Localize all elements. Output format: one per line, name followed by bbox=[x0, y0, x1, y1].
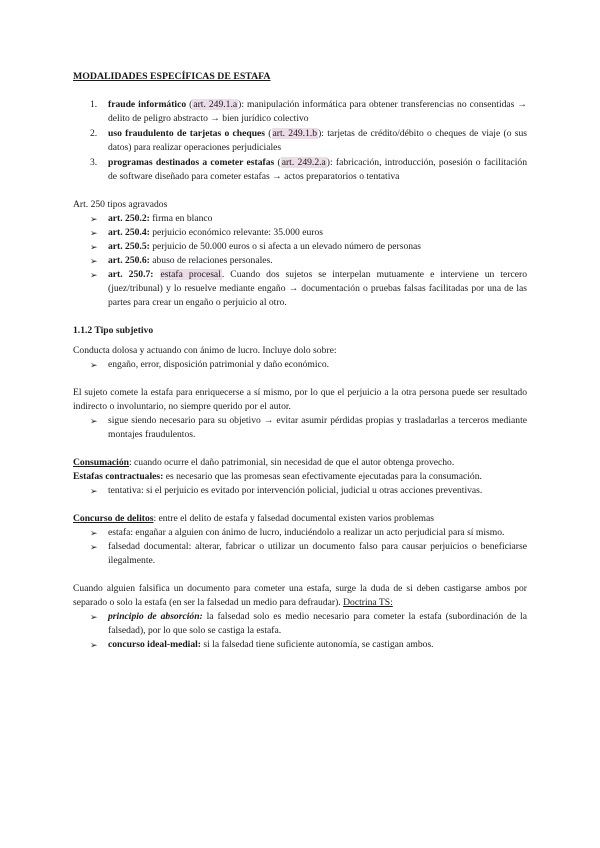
article-label: art. 250.5: bbox=[108, 241, 150, 252]
paragraph bbox=[73, 470, 527, 484]
paragraph bbox=[73, 512, 527, 526]
arrow-bullet-icon: ➢ bbox=[90, 528, 98, 538]
list-item bbox=[73, 526, 527, 540]
list-item bbox=[73, 638, 527, 652]
item-number: 2. bbox=[90, 128, 98, 139]
arrow-bullet-icon: ➢ bbox=[90, 214, 98, 224]
list-item bbox=[73, 358, 527, 372]
item-number: 3. bbox=[90, 157, 98, 168]
paragraph: Conducta dolosa y actuando con ánimo de lucro. Incluye dolo sobre: bbox=[73, 345, 337, 356]
list-item bbox=[73, 240, 527, 254]
spacer bbox=[73, 310, 527, 324]
paragraph-text: : cuando ocurre el daño patrimonial, sin necesidad de que el autor obtenga provecho. bbox=[128, 457, 455, 468]
article-ref: art. 249.1.b bbox=[272, 128, 318, 139]
arrow-bullet-icon: ➢ bbox=[90, 416, 98, 426]
list-item bbox=[73, 484, 527, 498]
arrow-bullet-icon: ➢ bbox=[90, 360, 98, 370]
consumacion-list bbox=[73, 484, 527, 498]
arrow-bullet-icon: ➢ bbox=[90, 486, 98, 496]
article-ref: art. 249.1.a bbox=[193, 99, 238, 110]
agravados-heading: Art. 250 tipos agravados bbox=[73, 199, 168, 210]
paragraph-text: es necesario que las promesas sean efectivamente ejecutadas para la consumación. bbox=[163, 471, 482, 482]
modalidades-list bbox=[73, 98, 527, 184]
final-list bbox=[73, 610, 527, 652]
arrow-bullet-icon: ➢ bbox=[90, 228, 98, 238]
item-text: abuso de relaciones personales. bbox=[149, 255, 273, 266]
list-item bbox=[73, 540, 527, 568]
subjetivo-list-1 bbox=[73, 358, 527, 372]
paragraph-text: Cuando alguien falsifica un documento para cometer una estafa, surge la duda de si deben castigarse ambos por separado o solo la estafa (en ser la falsedad un medio para defraudar). bbox=[73, 583, 527, 608]
list-item bbox=[73, 414, 527, 442]
paragraph bbox=[73, 456, 527, 470]
doctrina-label: Doctrina TS: bbox=[343, 597, 393, 608]
document-page bbox=[73, 70, 527, 652]
item-term: programas destinados a cometer estafas bbox=[108, 157, 275, 168]
concurso-list bbox=[73, 526, 527, 568]
article-ref: art. 249.2.a bbox=[281, 157, 326, 168]
consumacion-label: Consumación bbox=[73, 457, 129, 468]
item-text: perjuicio económico relevante: 35.000 euros bbox=[149, 227, 323, 238]
list-item bbox=[73, 268, 527, 310]
list-item bbox=[73, 610, 527, 638]
subjetivo-list-2 bbox=[73, 414, 527, 442]
arrow-bullet-icon: ➢ bbox=[90, 270, 98, 280]
item-term: fraude informático bbox=[108, 99, 187, 110]
spacer bbox=[73, 498, 527, 512]
arrow-bullet-icon: ➢ bbox=[90, 612, 98, 622]
spacer bbox=[73, 568, 527, 582]
paragraph bbox=[73, 582, 527, 610]
section-heading: 1.1.2 Tipo subjetivo bbox=[73, 325, 154, 336]
item-text: si la falsedad tiene suficiente autonomía, se castigan ambos. bbox=[201, 639, 434, 650]
article-label: art. 250.6: bbox=[108, 255, 150, 266]
item-number: 1. bbox=[90, 99, 98, 110]
item-text: . Cuando dos sujetos se interpelan mutuamente e interviene un tercero (juez/tribunal) y lo resuelve mediante engaño → documentación o pruebas falsas facilitadas por una de las partes para crear un engaño o perjuicio al otro. bbox=[108, 269, 528, 308]
paragraph-text: : entre el delito de estafa y falsedad documental existen varios problemas bbox=[153, 513, 434, 524]
item-term: principio de absorción: bbox=[108, 611, 203, 622]
item-text: : fabricación, introducción, posesión o facilitación de software diseñado para cometer estafas → actos preparatorios o tentativa bbox=[108, 157, 527, 182]
list-item: 2. uso fraudulento de tarjetas o cheques (art. 249.1.b): tarjetas de crédito/débito o cheques de viaje (o sus datos) para realizar operaciones perjudiciales bbox=[90, 128, 528, 153]
list-item bbox=[73, 254, 527, 268]
arrow-bullet-icon: ➢ bbox=[90, 242, 98, 252]
list-item: 1. fraude informático (art. 249.1.a): manipulación informática para obtener transferencias no consentidas → delito de peligro abstracto → bien jurídico colectivo bbox=[90, 99, 527, 124]
page-title: MODALIDADES ESPECÍFICAS DE ESTAFA bbox=[73, 71, 271, 82]
item-term: uso fraudulento de tarjetas o cheques bbox=[108, 128, 266, 139]
item-text: estafa: engañar a alguien con ánimo de lucro, induciéndolo a realizar un acto perjudicial para sí mismo. bbox=[108, 527, 505, 538]
arrow-bullet-icon: ➢ bbox=[90, 542, 98, 552]
item-text: engaño, error, disposición patrimonial y daño económico. bbox=[108, 359, 330, 370]
item-text: perjuicio de 50.000 euros o si afecta a un elevado número de personas bbox=[149, 241, 422, 252]
agravados-list bbox=[73, 212, 527, 310]
spacer bbox=[73, 442, 527, 456]
arrow-bullet-icon: ➢ bbox=[90, 256, 98, 266]
item-text: falsedad documental: alterar, fabricar o utilizar un documento falso para causar perjuicios o beneficiarse ilegalmente. bbox=[108, 541, 527, 566]
item-text: la falsedad solo es medio necesario para cometer la estafa (subordinación de la falsedad), por lo que solo se castiga la estafa. bbox=[108, 611, 527, 636]
list-item bbox=[73, 212, 527, 226]
item-text: : tarjetas de crédito/débito o cheques de viaje (o sus datos) para realizar operaciones perjudiciales bbox=[108, 128, 528, 153]
list-item: 3. programas destinados a cometer estafas (art. 249.2.a): fabricación, introducción, posesión o facilitación de software diseñado para cometer estafas → actos preparatorios o tentativa bbox=[90, 157, 527, 182]
item-term: concurso ideal-medial: bbox=[108, 639, 201, 650]
article-label: art. 250.7: bbox=[108, 269, 154, 280]
contractuales-label: Estafas contractuales: bbox=[73, 471, 164, 482]
article-label: art. 250.2: bbox=[108, 213, 150, 224]
article-label: art. 250.4: bbox=[108, 227, 150, 238]
item-text: tentativa: si el perjuicio es evitado por intervención policial, judicial u otras acciones preventivas. bbox=[108, 485, 483, 496]
paragraph: El sujeto comete la estafa para enriquecerse a sí mismo, por lo que el perjuicio a la otra persona puede ser resultado indirecto o involuntario, no siempre querido por el autor. bbox=[73, 387, 527, 412]
highlighted-term: estafa procesal bbox=[160, 269, 221, 280]
item-text: firma en blanco bbox=[149, 213, 213, 224]
list-item bbox=[73, 226, 527, 240]
arrow-bullet-icon: ➢ bbox=[90, 640, 98, 650]
item-text: : manipulación informática para obtener transferencias no consentidas → delito de peligro abstracto → bien jurídico colectivo bbox=[108, 99, 527, 124]
spacer bbox=[73, 372, 527, 386]
item-text: sigue siendo necesario para su objetivo → evitar asumir pérdidas propias y trasladarlas a terceros mediante montajes fraudulentos. bbox=[108, 415, 527, 440]
concurso-label: Concurso de delitos bbox=[73, 513, 154, 524]
